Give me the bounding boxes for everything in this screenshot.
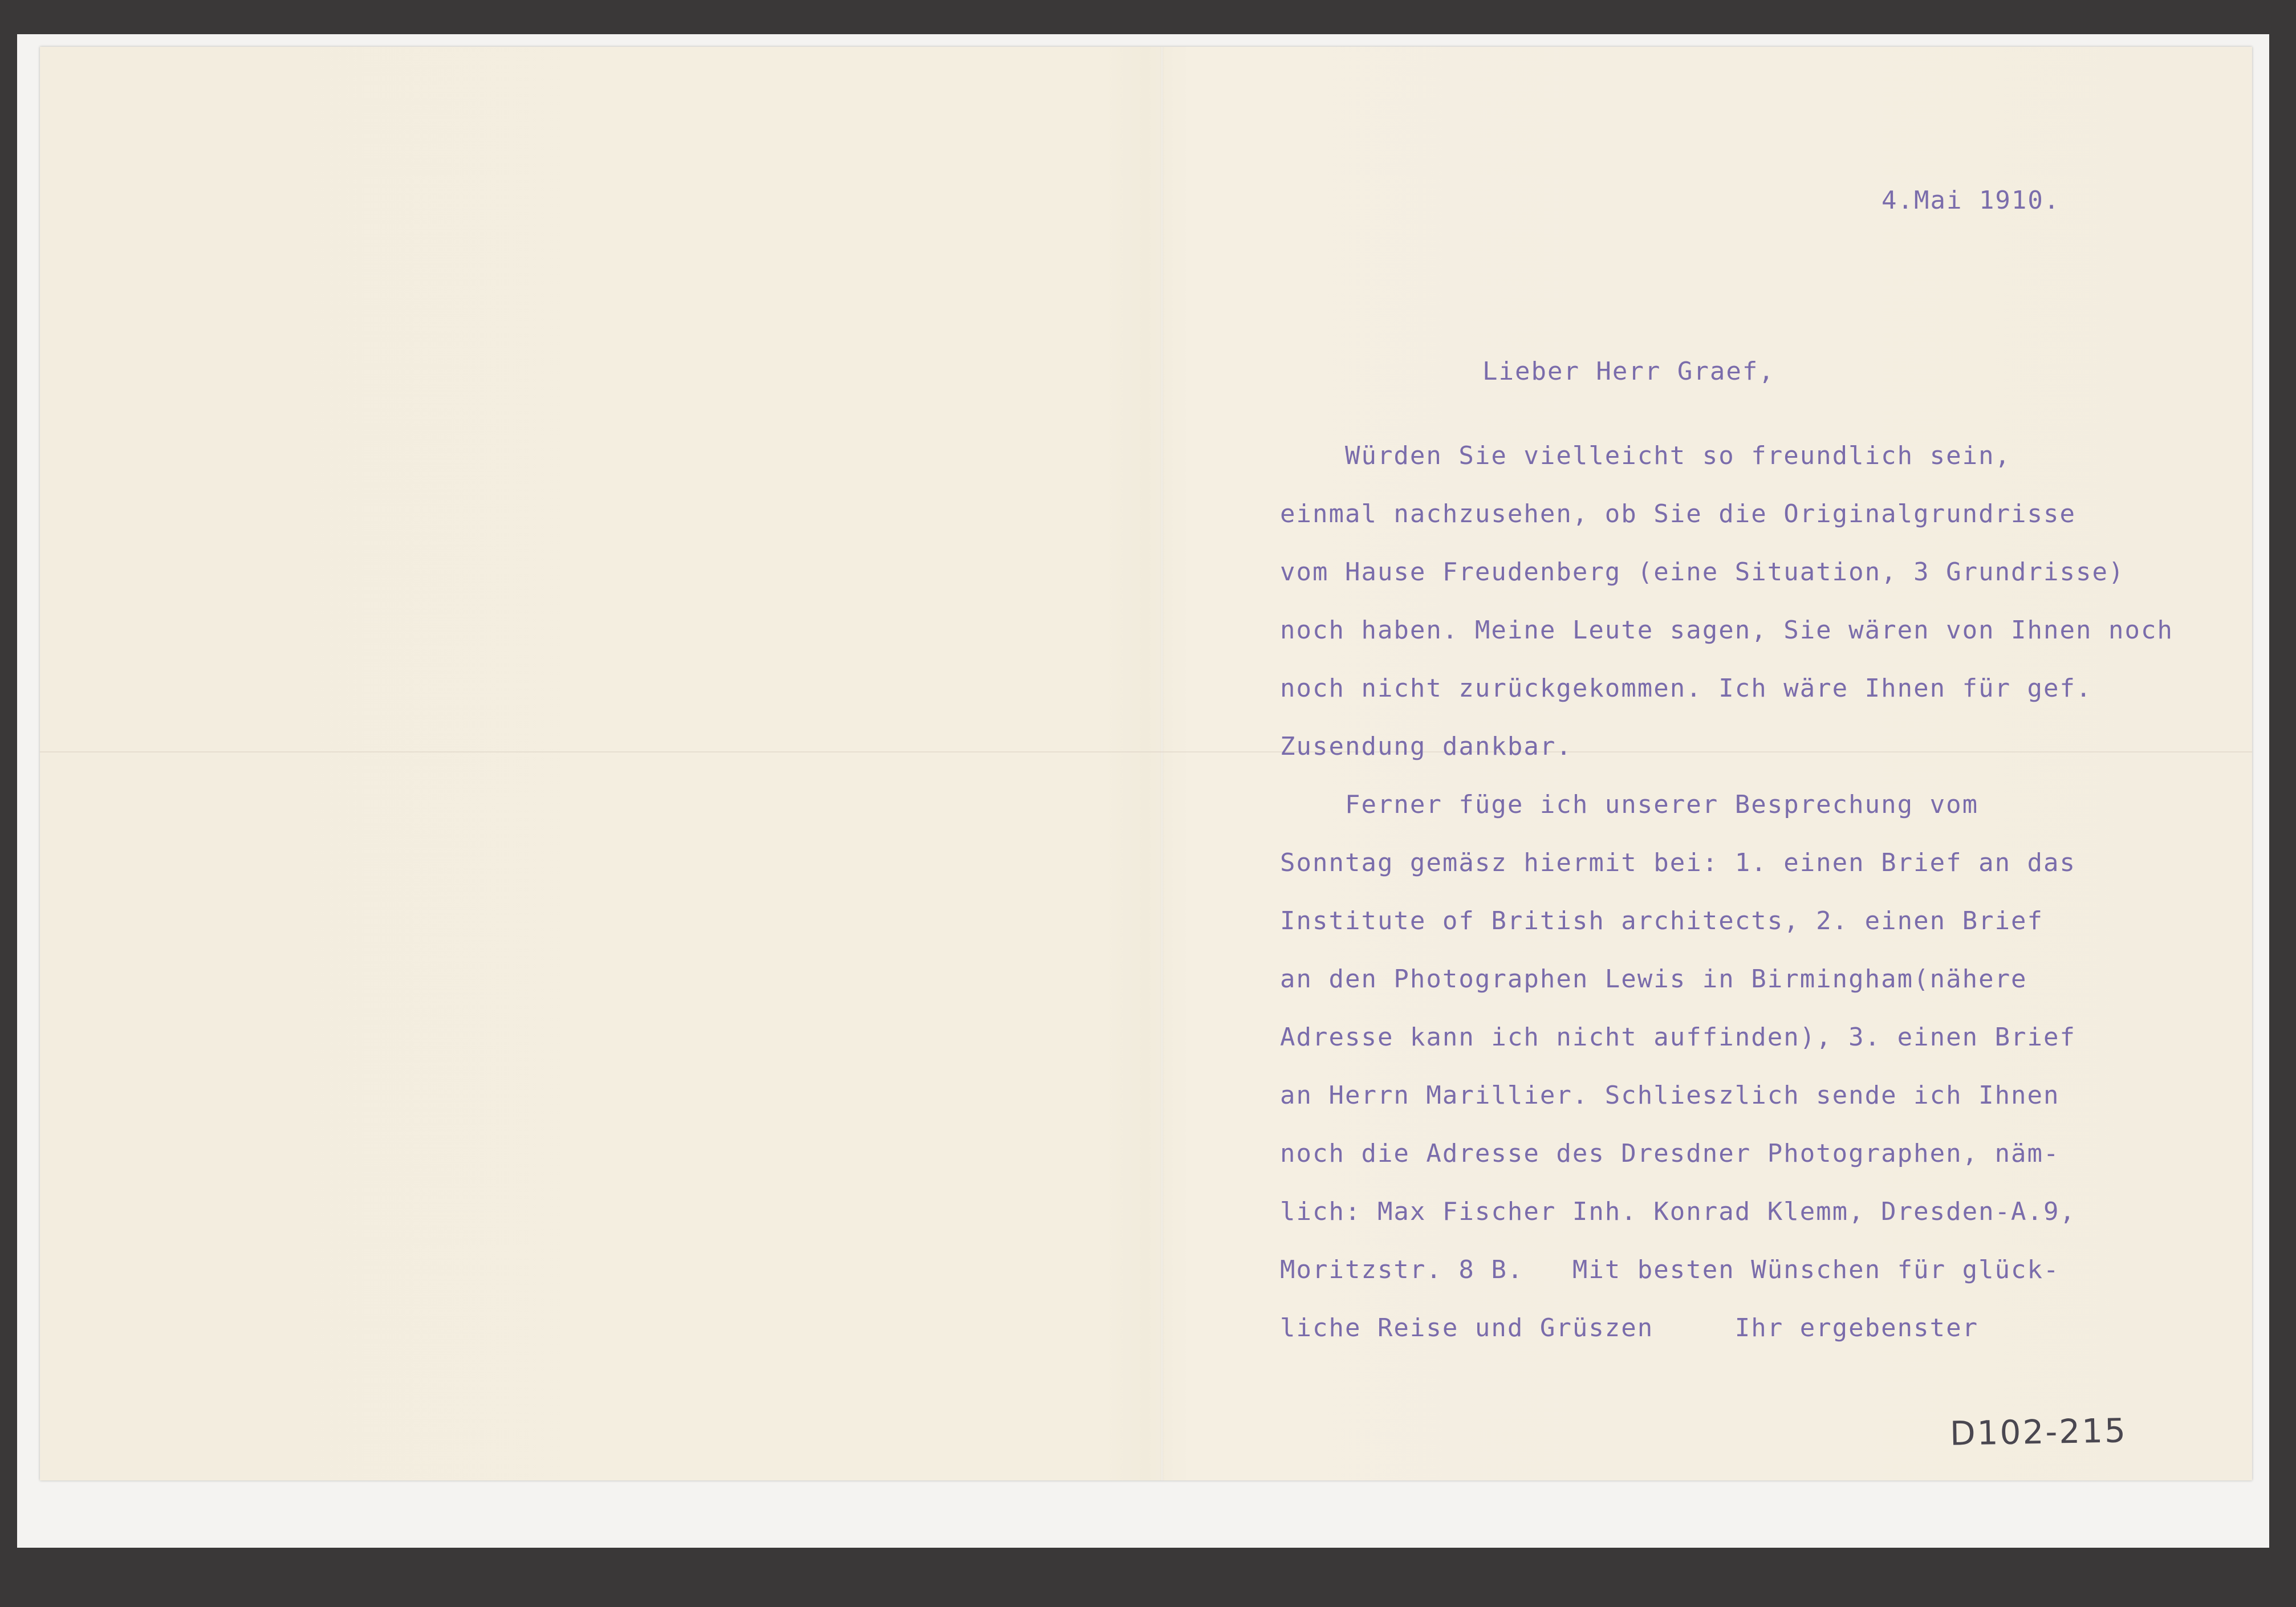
letter-salutation: Lieber Herr Graef, — [1482, 357, 1775, 386]
body-line: noch die Adresse des Dresdner Photographen, näm- — [1280, 1139, 2060, 1168]
body-line: noch nicht zurückgekommen. Ich wäre Ihnen für gef. — [1280, 674, 2092, 703]
archive-reference-handwritten: D102-215 — [1949, 1411, 2128, 1453]
body-line: Ferner füge ich unserer Besprechung vom — [1280, 790, 1979, 819]
letter-date: 4.Mai 1910. — [1881, 186, 2061, 215]
body-line: lich: Max Fischer Inh. Konrad Klemm, Dresden-A.9, — [1280, 1197, 2076, 1226]
body-line: vom Hause Freudenberg (eine Situation, 3 Grundrisse) — [1280, 558, 2125, 587]
body-line: Adresse kann ich nicht auffinden), 3. einen Brief — [1280, 1023, 2076, 1052]
body-line: liche Reise und Grüszen Ihr ergebenster — [1280, 1313, 1979, 1342]
body-line: an Herrn Marillier. Schlieszlich sende ich Ihnen — [1280, 1081, 2060, 1110]
body-line: an den Photographen Lewis in Birmingham(nähere — [1280, 965, 2027, 994]
body-line: einmal nachzusehen, ob Sie die Originalgrundrisse — [1280, 499, 2076, 528]
body-line: Würden Sie vielleicht so freundlich sein, — [1280, 441, 2011, 470]
body-line: Sonntag gemäsz hiermit bei: 1. einen Brief an das — [1280, 848, 2076, 877]
body-line: Institute of British architects, 2. einen Brief — [1280, 906, 2044, 935]
letter-body — [1280, 441, 2173, 1374]
body-line: Moritzstr. 8 B. Mit besten Wünschen für glück- — [1280, 1255, 2060, 1284]
body-line: noch haben. Meine Leute sagen, Sie wären von Ihnen noch — [1280, 616, 2173, 645]
body-line: Zusendung dankbar. — [1280, 732, 1572, 761]
vertical-fold-line — [1161, 47, 1163, 1480]
